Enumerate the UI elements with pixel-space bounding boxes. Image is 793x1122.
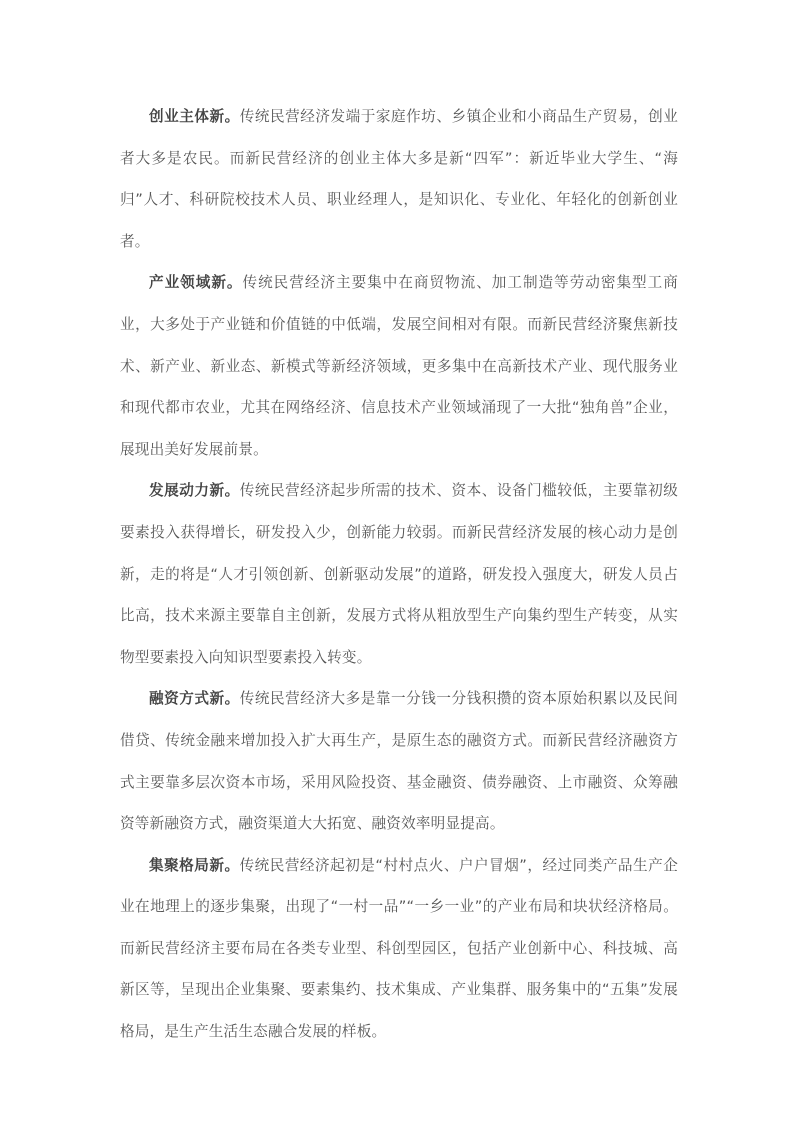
paragraph-heading: 发展动力新。 [149, 482, 240, 500]
paragraph-heading: 融资方式新。 [149, 690, 240, 708]
paragraph-body: 传统民营经济起步所需的技术、资本、设备门槛较低，主要靠初级要素投入获得增长，研发投入少，创新能力较弱。而新民营经济发展的核心动力是创新，走的将是“人才引领创新、创新驱动发展”的道路，研发投入强度大，研发人员占比高，技术来源主要靠自主创新，发展方式将从粗放型生产向集约型生产转变，从实物型要素投入向知识型要素投入转变。 [120, 482, 678, 666]
paragraph-body: 传统民营经济大多是靠一分钱一分钱积攒的资本原始积累以及民间借贷、传统金融来增加投入扩大再生产，是原生态的融资方式。而新民营经济融资方式主要靠多层次资本市场，采用风险投资、基金融资、债券融资、上市融资、众筹融资等新融资方式，融资渠道大大拓宽、融资效率明显提高。 [120, 690, 678, 833]
paragraph-heading: 产业领域新。 [149, 274, 243, 292]
paragraph-body: 传统民营经济发端于家庭作坊、乡镇企业和小商品生产贸易，创业者大多是农民。而新民营经济的创业主体大多是新“四军”：新近毕业大学生、“海归”人才、科研院校技术人员、职业经理人，是知识化、专业化、年轻化的创新创业者。 [120, 108, 678, 250]
paragraph-industry-field [120, 262, 678, 470]
paragraph-financing-method [120, 678, 678, 844]
paragraph-body: 传统民营经济起初是“村村点火、户户冒烟”，经过同类产品生产企业在地理上的逐步集聚，出现了“一村一品”“一乡一业”的产业布局和块状经济格局。而新民营经济主要布局在各类专业型、科创型园区，包括产业创新中心、科技城、高新区等，呈现出企业集聚、要素集约、技术集成、产业集群、服务集中的“五集”发展格局，是生产生活生态融合发展的样板。 [120, 856, 678, 1041]
paragraph-entrepreneur-subject [120, 96, 678, 262]
paragraph-heading: 集聚格局新。 [149, 856, 240, 874]
paragraph-heading: 创业主体新。 [149, 108, 240, 125]
paragraph-body: 传统民营经济主要集中在商贸物流、加工制造等劳动密集型工商业，大多处于产业链和价值链的中低端，发展空间相对有限。而新民营经济聚焦新技术、新产业、新业态、新模式等新经济领域，更多集中在高新技术产业、现代服务业和现代都市农业，尤其在网络经济、信息技术产业领域涌现了一大批“独角兽”企业，展现出美好发展前景。 [120, 274, 679, 458]
paragraph-development-driver [120, 470, 678, 678]
paragraph-cluster-pattern [120, 845, 678, 1053]
document-page [120, 96, 678, 1053]
